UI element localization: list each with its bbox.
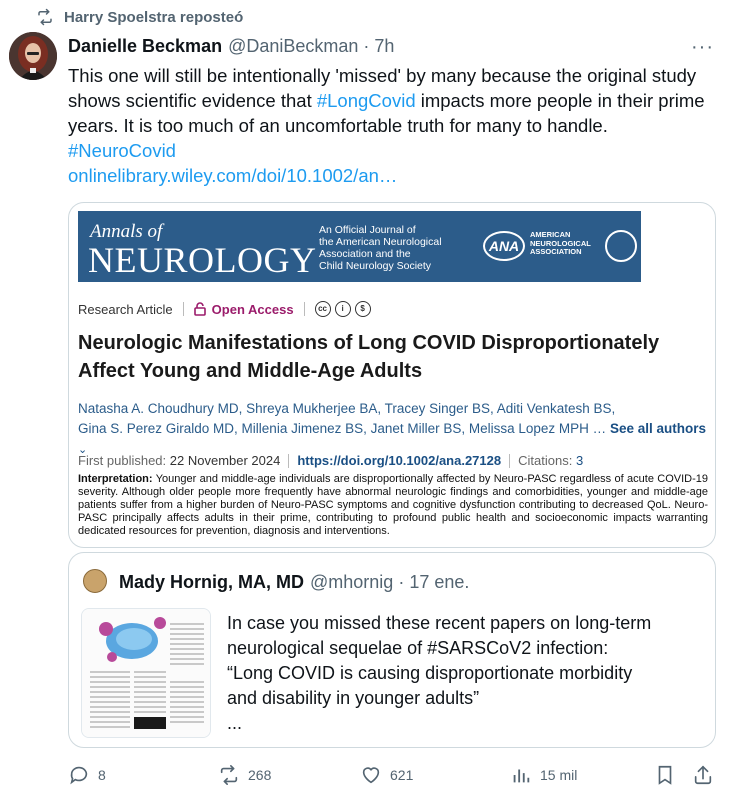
repost-count: 268 (248, 767, 272, 783)
article-type: Research Article (78, 301, 173, 317)
bookmark-icon (654, 764, 676, 786)
article-authors: Natasha A. Choudhury MD, Shreya Mukherjee BA, Tracey Singer BS, Aditi Venkatesh BS, Gina S. Perez Giraldo MD, Millenia Jimenez BS, Janet Miller BS, Melissa Lopez MPH … See all authors ⌄ (78, 401, 706, 456)
divider (509, 454, 510, 468)
article-link[interactable]: onlinelibrary.wiley.com/doi/10.1002/an… (68, 165, 398, 186)
divider (183, 302, 184, 316)
interpretation-abstract: Interpretation: Younger and middle-age individuals are disproportionally affected by Neuro-PASC regardless of acute COVID-19 severity. Although older people more frequently have abnormal neurologic findings and comorbidities, younger and middle-age patients suffer from a higher burden of Neuro-PASC symptoms and cognitive dysfunction contributing to decreased QoL. Neuro-PASC principally affects adults in their prime, contributing to profound public health and socioeconomic impacts warranting dedicated resources for prevention, diagnosis and interventions. (78, 473, 709, 537)
tweet-time[interactable]: 7h (374, 36, 395, 56)
divider (288, 454, 289, 468)
action-bar (68, 764, 716, 792)
open-access-badge: Open Access (194, 302, 294, 317)
tweet-text (68, 63, 718, 188)
repost-indicator[interactable] (36, 8, 243, 26)
avatar[interactable] (9, 32, 57, 80)
article-card[interactable] (68, 202, 716, 548)
repost-label: Harry Spoelstra reposteó (64, 8, 244, 26)
cns-logo (605, 230, 637, 262)
quote-thumbnail[interactable] (81, 608, 211, 738)
repost-icon (36, 8, 54, 26)
publish-date: 22 November 2024 (169, 453, 281, 468)
heart-icon (360, 764, 382, 786)
hashtag-neurocovid[interactable]: #NeuroCovid (68, 140, 176, 161)
citations-count[interactable]: 3 (575, 453, 584, 468)
author-name[interactable]: Danielle Beckman (68, 36, 223, 56)
like-button[interactable] (360, 764, 413, 786)
ana-logo-text: AMERICAN NEUROLOGICAL ASSOCIATION (530, 230, 591, 256)
ana-logo: ANA (483, 231, 525, 261)
reply-icon (68, 764, 90, 786)
views-button[interactable] (510, 764, 577, 786)
tweet-text-line: shows scientific evidence that #LongCovid impacts more people in their prime (68, 90, 705, 111)
article-title: Neurologic Manifestations of Long COVID Disproportionately Affect Young and Middle-Age Adults (78, 332, 660, 382)
quote-time[interactable]: 17 ene. (409, 572, 470, 592)
license-icons (315, 301, 371, 317)
quote-avatar[interactable] (83, 569, 107, 593)
more-options-icon[interactable]: ··· (691, 36, 714, 58)
repost-icon (218, 764, 240, 786)
tweet-text-line: years. It is too much of an uncomfortable truth for many to handle. (68, 115, 608, 136)
doi-link[interactable]: https://doi.org/10.1002/ana.27128 (297, 453, 502, 468)
journal-description: An Official Journal of the American Neurological Association and the Child Neurology Society (319, 224, 442, 272)
tweet-header (68, 36, 716, 57)
journal-name-main: NEUROLOGY (88, 240, 317, 280)
quote-author-handle[interactable]: @mhornig (310, 572, 394, 592)
analytics-icon (510, 764, 532, 786)
separator-dot: · (398, 572, 405, 592)
publication-info: First published: 22 November 2024 https://doi.org/10.1002/ana.27128 Citations: 3 (78, 453, 584, 468)
repost-button[interactable] (218, 764, 271, 786)
see-all-authors-link[interactable]: See all authors (609, 421, 706, 436)
cc-icon: cc (315, 301, 331, 317)
quote-text: In case you missed these recent papers on long-term neurological sequelae of #SARSCoV2 infection: “Long COVID is causing disproportionate morbidity and disability in younger adults” ... (227, 613, 652, 733)
paper-thumbnail-image (82, 609, 211, 738)
by-icon: i (335, 301, 351, 317)
tweet-text-line: This one will still be intentionally 'missed' by many because the original study (68, 65, 697, 86)
reply-button[interactable] (68, 764, 106, 786)
like-count: 621 (390, 767, 414, 783)
share-button[interactable] (692, 764, 714, 786)
hashtag-longcovid[interactable]: #LongCovid (316, 90, 416, 111)
chevron-down-icon: ⌄ (78, 444, 88, 456)
lock-open-icon (194, 302, 206, 316)
journal-banner (78, 211, 641, 282)
reply-count: 8 (98, 767, 106, 783)
article-meta (78, 301, 371, 317)
separator-dot: · (363, 36, 370, 56)
journal-name-top: Annals of (90, 221, 163, 242)
share-icon (692, 764, 714, 786)
quote-author-name[interactable]: Mady Hornig, MA, MD (119, 572, 304, 592)
quote-header (119, 572, 469, 593)
avatar-image (9, 32, 57, 80)
author-handle[interactable]: @DaniBeckman (228, 36, 359, 56)
quoted-tweet[interactable] (68, 552, 716, 748)
bookmark-button[interactable] (654, 764, 676, 786)
divider (304, 302, 305, 316)
view-count: 15 mil (540, 767, 578, 783)
nc-icon: $ (355, 301, 371, 317)
